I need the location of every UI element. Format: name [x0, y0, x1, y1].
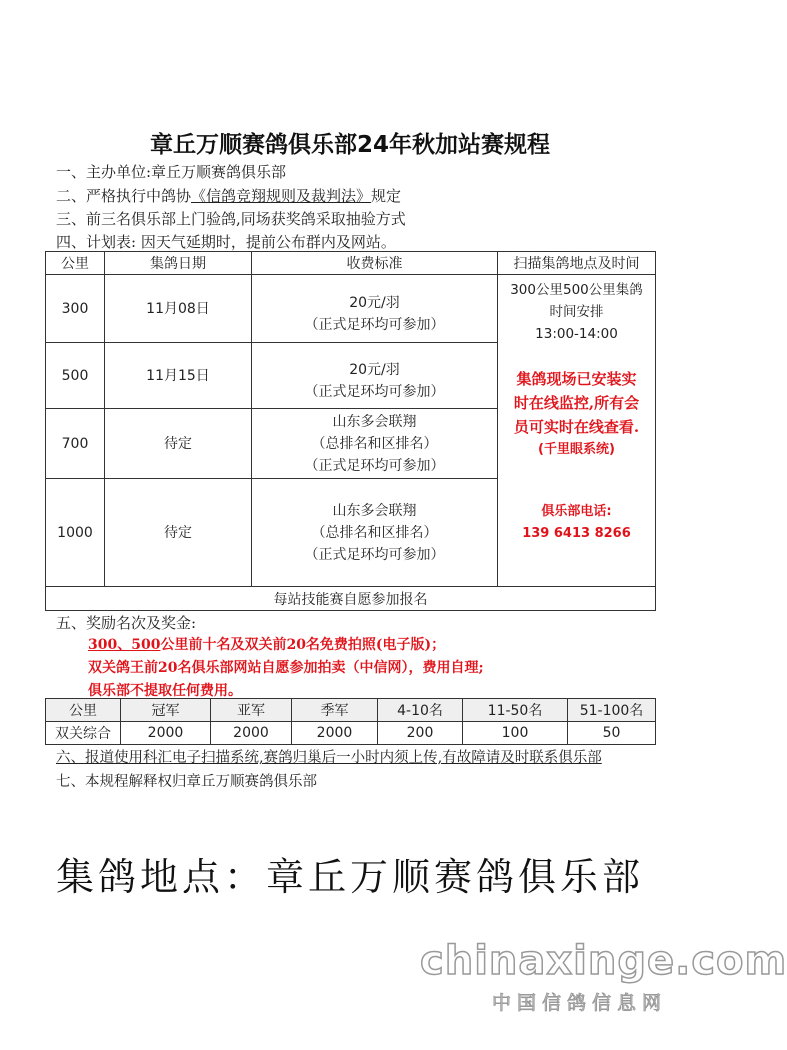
prize-header: 亚军: [211, 699, 292, 722]
fee-line: （正式足环均可参加）: [304, 546, 445, 563]
prize-cell: 2000: [292, 722, 378, 745]
row-date: 11月15日: [105, 343, 252, 409]
row-km: 300: [46, 275, 105, 343]
scan-info-cell: [498, 275, 656, 587]
monitor-line-1: 集鸽现场已安装实: [516, 370, 637, 388]
row-km: 500: [46, 343, 105, 409]
row-km: 700: [46, 409, 105, 479]
row-fee: [252, 409, 498, 479]
prize-row: [46, 722, 656, 745]
awards-line-1-text: 公里前十名及双关前20名免费拍照(电子版)；: [160, 637, 446, 653]
prize-cell: 2000: [121, 722, 211, 745]
rule-4: 四、计划表: 因天气延期时，提前公布群内及网站。: [56, 233, 396, 251]
fee-line: 20元/羽: [349, 294, 400, 311]
prize-header: 4-10名: [378, 699, 463, 722]
prize-header: 公里: [46, 699, 121, 722]
prize-header: 51-100名: [568, 699, 656, 722]
rule-7: 七、本规程解释权归章丘万顺赛鸽俱乐部: [56, 774, 317, 790]
fee-line: 山东多会联翔: [332, 413, 417, 430]
collection-location: 集鸽地点：章丘万顺赛鸽俱乐部: [55, 855, 644, 899]
table-row: [46, 275, 656, 343]
watermark-site-name: 中国信鸽信息网: [492, 992, 668, 1014]
prize-header: 季军: [292, 699, 378, 722]
prize-cell: 100: [463, 722, 568, 745]
fee-line: （总排名和区排名）: [311, 524, 438, 541]
scan-line-3: 13:00-14:00: [535, 326, 618, 342]
prize-cell: 2000: [211, 722, 292, 745]
rule-2-reference: 《信鸽竞翔规则及裁判法》: [191, 187, 372, 205]
scan-line-1: 300公里500公里集鸽: [510, 282, 643, 298]
rule-2-pre: 二、严格执行中鸽协: [56, 187, 192, 205]
awards-heading: 五、奖励名次及奖金:: [56, 614, 197, 632]
monitor-line-3: 员可实时在线查看.: [513, 418, 640, 436]
rule-3: 三、前三名俱乐部上门验鸽,同场获奖鸽采取抽验方式: [56, 210, 406, 228]
awards-line-3: 俱乐部不提取任何费用。: [88, 683, 242, 699]
header-scan: 扫描集鸽地点及时间: [498, 252, 656, 275]
prize-header-row: [46, 699, 656, 722]
watermark-domain: chinaxinge.com: [420, 938, 787, 984]
monitor-line-2: 时在线监控,所有会: [513, 394, 640, 412]
fee-line: （正式足环均可参加）: [304, 457, 445, 474]
row-date: 待定: [105, 479, 252, 587]
phone-label: 俱乐部电话:: [541, 504, 612, 519]
rule-2: [56, 185, 401, 206]
schedule-header-row: [46, 252, 656, 275]
awards-line-2: 双关鸽王前20名俱乐部网站自愿参加拍卖（中信网），费用自理;: [88, 660, 484, 676]
awards-distance: 300、500: [88, 637, 161, 653]
row-fee: [252, 343, 498, 409]
phone-number: 139 6413 8266: [522, 526, 631, 541]
rule-2-post: 规定: [371, 187, 402, 205]
table-footer-row: [46, 587, 656, 611]
schedule-table: [45, 251, 656, 611]
row-date: 11月08日: [105, 275, 252, 343]
fee-line: 山东多会联翔: [332, 502, 417, 519]
prize-cell: 双关综合: [46, 722, 121, 745]
awards-line-1: [88, 634, 445, 654]
schedule-footer-note: 每站技能赛自愿参加报名: [46, 587, 656, 611]
monitor-line-4: (千里眼系统): [538, 442, 615, 457]
prize-header: 冠军: [121, 699, 211, 722]
fee-line: （正式足环均可参加）: [304, 383, 445, 400]
header-fee: 收费标准: [252, 252, 498, 275]
header-km: 公里: [46, 252, 105, 275]
prize-cell: 200: [378, 722, 463, 745]
scan-line-2: 时间安排: [549, 304, 604, 320]
rule-1: 一、主办单位:章丘万顺赛鸽俱乐部: [56, 163, 287, 181]
prize-cell: 50: [568, 722, 656, 745]
fee-line: （正式足环均可参加）: [304, 316, 445, 333]
header-date: 集鸽日期: [105, 252, 252, 275]
row-km: 1000: [46, 479, 105, 587]
fee-line: 20元/羽: [349, 361, 400, 378]
row-fee: [252, 479, 498, 587]
rule-6: 六、报道使用科汇电子扫描系统,赛鸽归巢后一小时内须上传,有故障请及时联系俱乐部: [56, 750, 602, 766]
page-title: 章丘万顺赛鸽俱乐部24年秋加站赛规程: [149, 132, 550, 158]
row-date: 待定: [105, 409, 252, 479]
prize-header: 11-50名: [463, 699, 568, 722]
row-fee: [252, 275, 498, 343]
fee-line: （总排名和区排名）: [311, 435, 438, 452]
prize-table: [45, 698, 656, 745]
